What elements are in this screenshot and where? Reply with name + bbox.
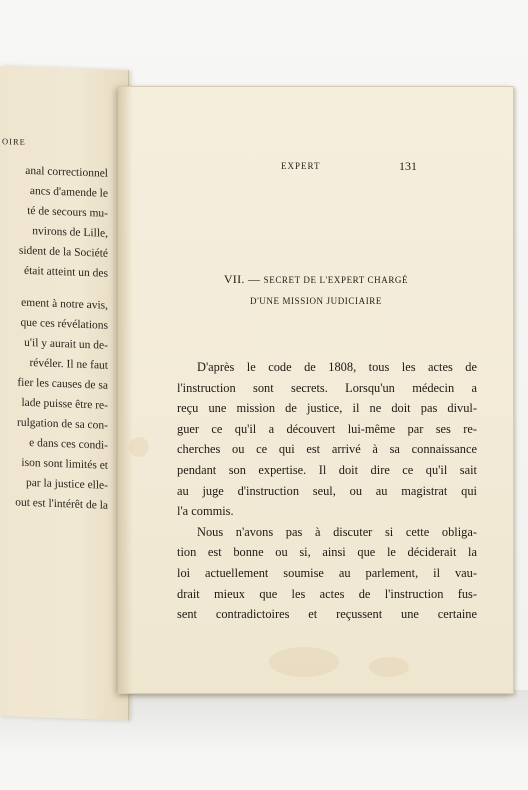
left-line: par la justice elle- (25, 476, 108, 492)
left-line: révéler. Il ne faut (29, 357, 108, 372)
body-line: guer ce qu'il a découvert lui-même par ses re- (177, 421, 477, 436)
chapter-number: VII. — (223, 272, 261, 286)
right-page (118, 86, 514, 694)
left-line: e dans ces condi- (29, 437, 108, 452)
body-line: l'instruction sont secrets. Lorsqu'un médecin a (177, 380, 477, 395)
left-line: anal correctionnel (25, 164, 108, 180)
left-line: était atteint un des (24, 264, 108, 280)
page-number: 131 (399, 159, 417, 173)
body-line: l'a commis. (177, 504, 234, 519)
left-line: u'il y aurait un de- (24, 336, 108, 352)
left-running-head: OIRE (2, 136, 26, 147)
left-line: nvirons de Lille, (32, 225, 108, 240)
body-line: cherches ou ce qui est arrivé à sa connaissance (177, 442, 477, 457)
body-line: au juge d'instruction seul, ou au magistrat qui (177, 483, 477, 498)
left-line: té de secours mu- (27, 204, 108, 220)
left-line: out est l'intérêt de la (15, 496, 108, 512)
body-line: reçu une mission de justice, il ne doit pas divul- (177, 401, 477, 416)
left-line: sident de la Société (18, 244, 108, 260)
body-line: tion est bonne ou si, ainsi que le déciderait la (177, 545, 477, 560)
foxing-stain (369, 657, 409, 677)
body-line: pendant son expertise. Il doit dire ce qu'il sait (177, 462, 477, 477)
chapter-heading: SECRET DE L'EXPERT CHARGÉ (263, 275, 409, 285)
page-gutter (119, 87, 133, 693)
left-line: rulgation de sa con- (16, 416, 108, 432)
foxing-stain (129, 437, 149, 457)
left-page-text (0, 66, 120, 720)
left-line: ement à notre avis, (21, 296, 108, 312)
foxing-stain (269, 647, 339, 677)
left-line: ison sont limités et (21, 456, 108, 472)
left-page (0, 66, 129, 721)
left-line: lade puisse être re- (21, 396, 108, 412)
body-line: Nous n'avons pas à discuter si cette obliga- (197, 524, 477, 539)
chapter-title (119, 272, 513, 287)
body-line: sent contradictoires et reçussent une certaine (177, 607, 477, 622)
chapter-subtitle: D'UNE MISSION JUDICIAIRE (249, 296, 383, 306)
body-line: loi actuellement soumise au parlement, il vau- (177, 565, 477, 580)
body-line: drait mieux que les actes de l'instruction fus- (177, 586, 477, 601)
body-line: D'après le code de 1808, tous les actes de (197, 360, 477, 374)
body-text (177, 357, 477, 625)
left-line: que ces révélations (20, 316, 108, 332)
running-head: EXPERT (281, 161, 321, 171)
left-line: fier les causes de sa (17, 376, 108, 392)
left-line: ancs d'amende le (29, 185, 108, 200)
